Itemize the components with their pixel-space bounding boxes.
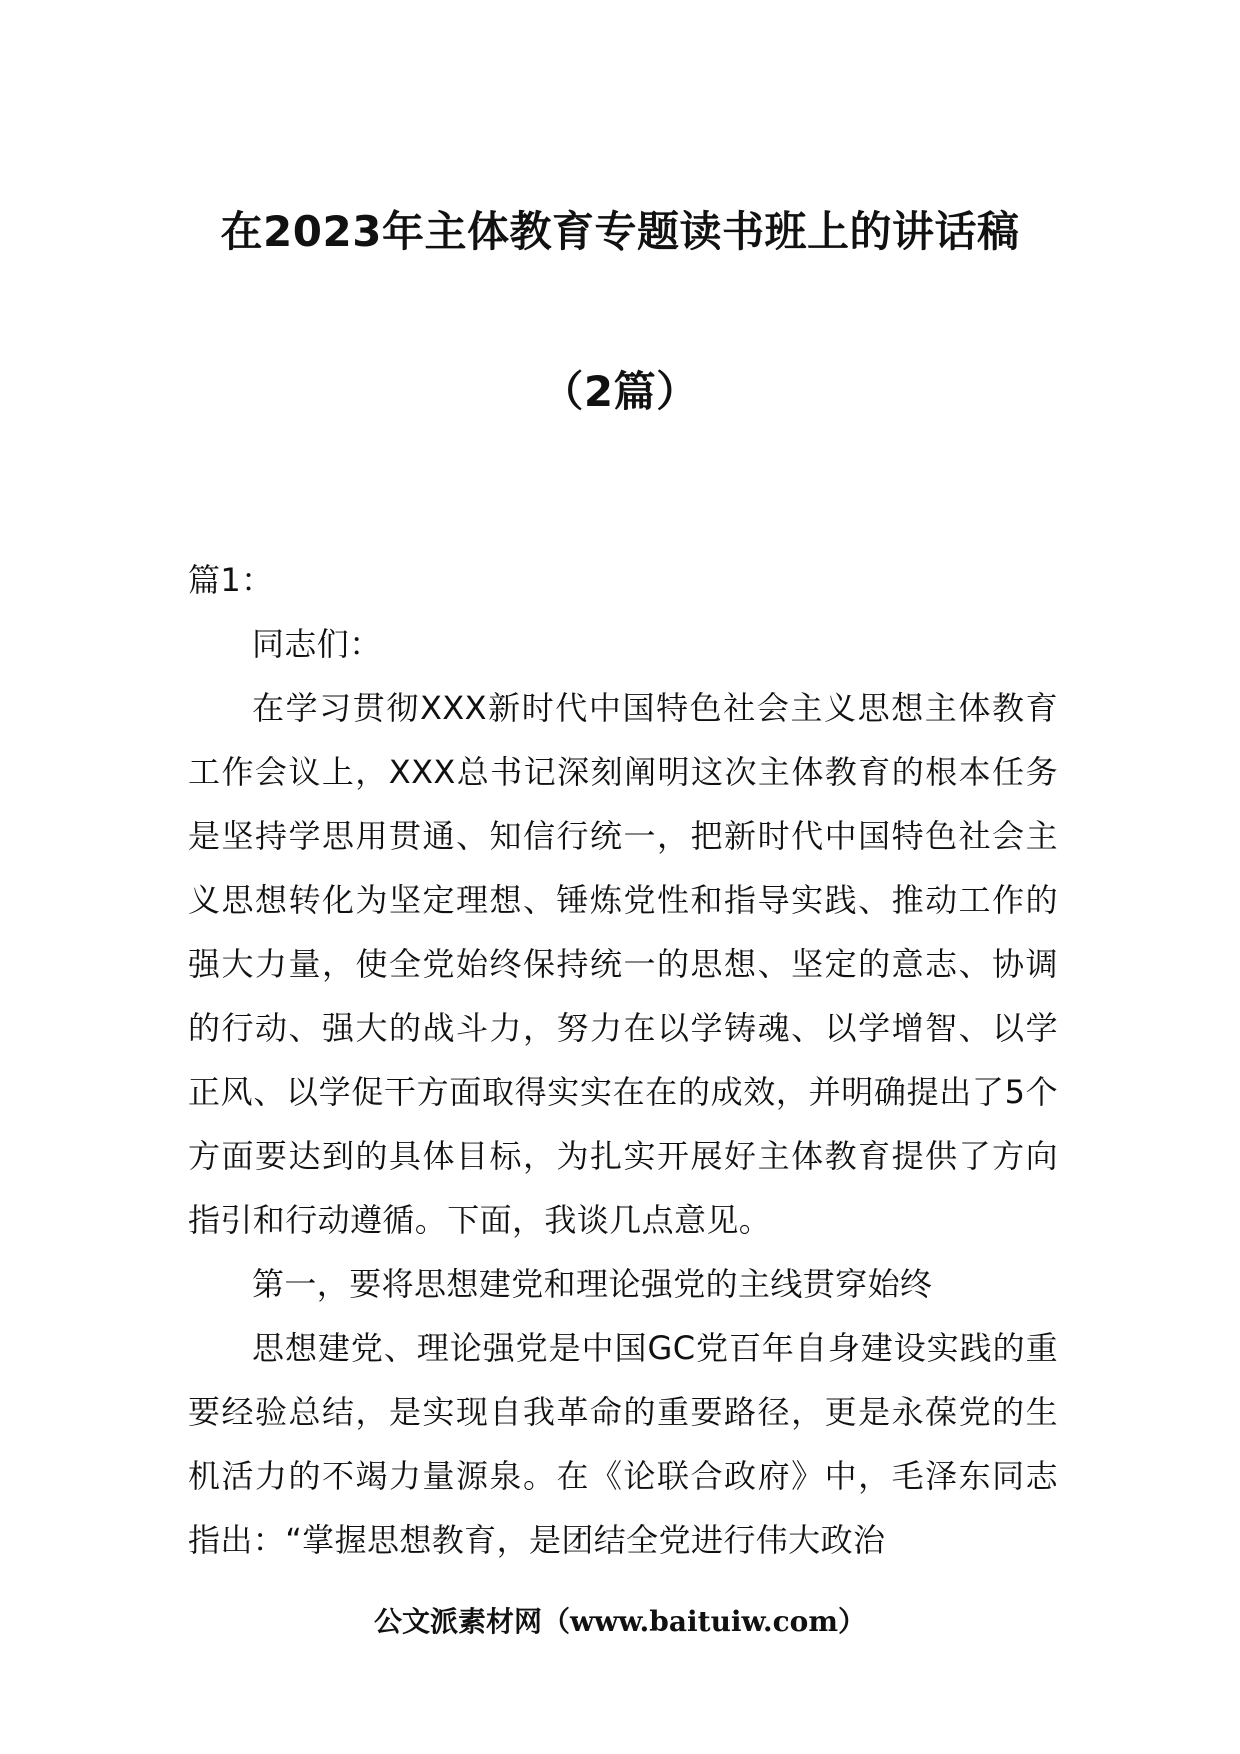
document-subtitle: （2篇） — [541, 367, 699, 416]
document-title: 在2023年主体教育专题读书班上的讲话稿 — [220, 207, 1020, 256]
greeting: 同志们： — [252, 625, 382, 663]
footer-watermark: 公文派素材网（www.baituiw.com） — [374, 1605, 866, 1638]
paragraph-intro: 在学习贯彻XXX新时代中国特色社会主义思想主体教育工作会议上，XXX总书记深刻阐明这次主体教育的根本任务是坚持学思用贯通、知信行统一，把新时代中国特色社会主义思想转化为坚定理想、锤炼党性和指导实践、推动工作的强大力量，使全党始终保持统一的思想、坚定的意志、协调的行动、强大的战斗力，努力在以学铸魂、以学增智、以学正风、以学促干方面取得实实在在的成效，并明确提出了5个方面要达到的具体目标，为扎实开展好主体教育提供了方向指引和行动遵循。下面，我谈几点意见。 — [188, 689, 1058, 1239]
section-label: 篇1： — [188, 561, 274, 599]
paragraph-thought-building: 思想建党、理论强党是中国GC党百年自身建设实践的重要经验总结，是实现自我革命的重要路径，更是永葆党的生机活力的不竭力量源泉。在《论联合政府》中，毛泽东同志指出：“掌握思想教育，是团结全党进行伟大政治 — [188, 1329, 1058, 1559]
document-body — [188, 548, 1058, 1572]
section-heading-first: 第一，要将思想建党和理论强党的主线贯穿始终 — [252, 1265, 933, 1303]
